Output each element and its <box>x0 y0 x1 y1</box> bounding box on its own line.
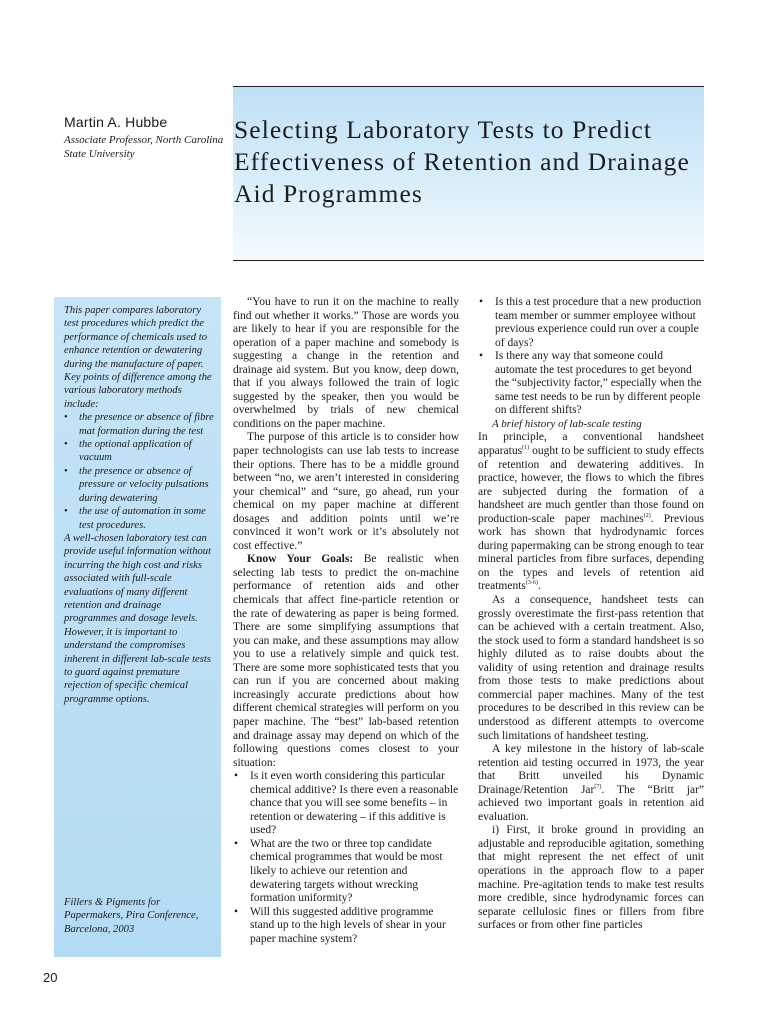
abstract-text <box>64 304 214 706</box>
text-run: . <box>537 580 541 593</box>
abstract-bullet: • the presence or absence of pressure or velocity pulsations during dewatering <box>64 465 214 505</box>
conference-source: Fillers & Pigments for Papermakers, Pira Conference, Barcelona, 2003 <box>64 897 199 935</box>
text-run: In principle, a conventional handsheet apparatus <box>478 431 704 458</box>
text-run: ought to be sufficient to study effects of retention and dewatering additives. In practice, however, the flows to which the fibres are subjected during the formation of a handsheet are much gentler than those found on production-scale paper machines <box>478 445 704 525</box>
author-name: Martin A. Hubbe <box>64 114 168 130</box>
citation: (7) <box>594 783 602 790</box>
abstract-intro: This paper compares laboratory test procedures which predict the performance of chemicals used to enhance retention or dewatering during the manufacture of paper. Key points of difference among the various laboratory methods include: <box>64 305 212 410</box>
paragraph <box>478 743 704 824</box>
text-run: . Previous work has shown that hydrodynamic forces during papermaking can be strong enough to tear mineral particles from fibre surfaces, depending on the types and levels of retention aid treatments <box>478 512 704 593</box>
question-item: • Will this suggested additive programme stand up to the high levels of shear in your paper machine system? <box>233 906 459 947</box>
text-run: A key milestone in the history of lab-scale retention aid testing occurred in 1973, the year that Britt unveiled his Dynamic Drainage/Retention Jar <box>478 743 704 796</box>
body-column-left <box>233 296 459 946</box>
abstract-bullet: • the optional application of vacuum <box>64 438 214 465</box>
title-band <box>233 86 704 261</box>
article-title: Selecting Laboratory Tests to Predict Effectiveness of Retention and Drainage Aid Programmes <box>234 115 690 208</box>
abstract-bullet: • the presence or absence of fibre mat formation during the test <box>64 411 214 438</box>
section-heading: A brief history of lab-scale testing <box>492 417 642 430</box>
paragraph-body: Be realistic when selecting lab tests to predict the on-machine performance of retention aids and other chemicals that affect fine-particle retention or the rate of dewatering as paper is being formed. There are some simplifying assumptions that you can make, and these assumptions may allow you to use a relatively simple and quick test. There are some more sophisticated tests that you can run if you are concerned about making increasingly accurate predictions about how different chemical strategies will perform on you paper machine. The “best” lab-based retention and drainage assay may depend on which of the following questions comes closest to your situation: <box>233 553 459 769</box>
citation: (2) <box>643 512 651 519</box>
abstract-bullet: • the use of automation in some test procedures. <box>64 505 214 532</box>
abstract-conclusion: A well-chosen laboratory test can provide useful information without incurring the high cost and risks associated with full-scale evaluations of many different retention and drainage programmes and dosage levels. However, it is important to understand the compromises inherent in different lab-scale tests to guard against premature rejection of specific chemical programme options. <box>64 532 212 705</box>
body-column-right <box>478 296 704 933</box>
question-item: • Is it even worth considering this particular chemical additive? Is there even a reasonable chance that you will see some benefits – in retention or dewatering – if this additive is used? <box>233 770 459 838</box>
paragraph-know-your-goals <box>233 553 459 770</box>
paragraph: The purpose of this article is to consider how paper technologists can use lab tests to increase their options. There has to be a middle ground between “no, we aren’t interested in considering your chemical” and “sure, go ahead, run your chemical on my paper machine at different dosages and addition points until we’re convinced it won’t work or it’s absolutely not cost effective.” <box>233 431 459 552</box>
author-block <box>64 114 229 161</box>
page-number: 20 <box>43 970 58 985</box>
text-run: . The “Britt jar” achieved two important goals in retention aid evaluation. <box>478 783 704 823</box>
run-in-heading: Know Your Goals: <box>247 553 354 566</box>
question-item: • Is this a test procedure that a new production team member or summer employee without previous experience could run over a couple of days? <box>478 296 704 350</box>
author-affiliation: Associate Professor, North Carolina State University <box>64 134 224 160</box>
paragraph: i) First, it broke ground in providing an adjustable and reproducible agitation, something that might represent the net effect of unit operations in the approach flow to a paper machine. Pre-agitation tends to make test results more credible, since hydrodynamic forces can separate cellulosic fines or fillers from fibre surfaces or from other fine particles <box>478 824 704 932</box>
citation: (3-6) <box>525 580 538 587</box>
question-item: • What are the two or three top candidate chemical programmes that would be most likely to achieve our retention and dewatering targets without wrecking formation uniformity? <box>233 838 459 906</box>
paragraph: “You have to run it on the machine to really find out whether it works.” Those are words you are likely to hear if you are responsible for the operation of a paper machine and somebody is suggesting a change in the retention and drainage aid system. But you know, deep down, that if you always followed the train of logic suggested by the speaker, then you would be overwhelmed by trials of new chemical conditions on the paper machine. <box>233 296 459 430</box>
abstract-sidebar <box>54 297 221 957</box>
question-list-continued <box>478 296 704 418</box>
question-list <box>233 770 459 946</box>
paragraph: As a consequence, handsheet tests can grossly overestimate the first-pass retention that can be achieved with a certain treatment. Also, the stock used to form a standard handsheet is so highly diluted as to raise doubts about the validity of using retention and drainage results from those tests to make predictions about commercial paper machines. Many of the test procedures to be described in this review can be understood as different attempts to overcome such limitations of handsheet testing. <box>478 594 704 742</box>
abstract-bullet-list <box>64 411 214 532</box>
question-item: • Is there any way that someone could automate the test procedures to get beyond the “subjectivity factor,” especially when the same test needs to be run by different people on different shifts? <box>478 350 704 418</box>
citation: (1) <box>522 445 530 452</box>
paragraph <box>478 431 704 594</box>
